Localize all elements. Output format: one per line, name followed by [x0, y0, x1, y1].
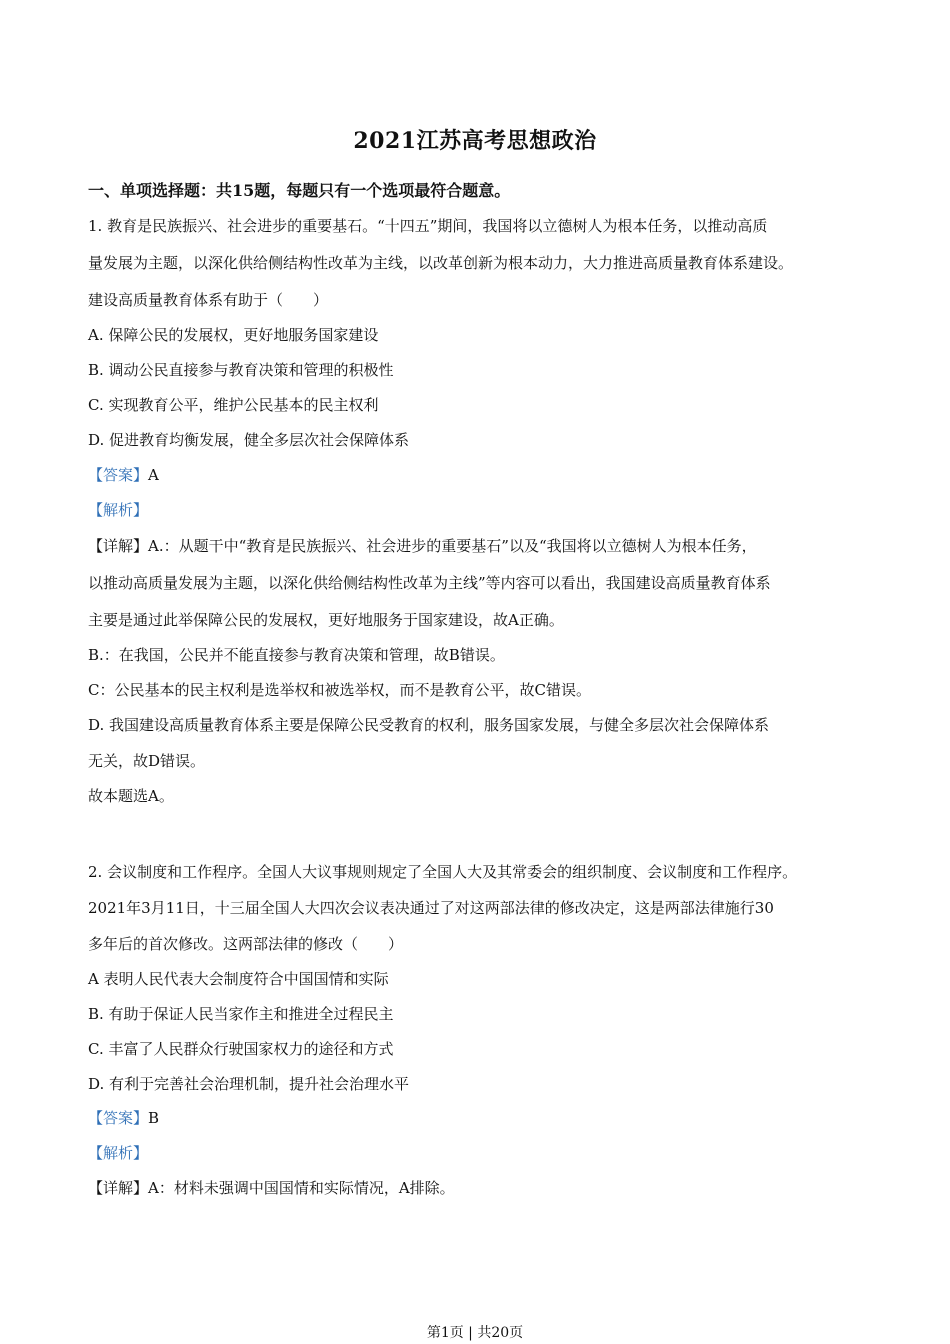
- detail-tag: 【详解】: [88, 537, 149, 555]
- q1-stem-line-3: 建设高质量教育体系有助于（ ）: [88, 291, 329, 309]
- q1-stem-line-2: 量发展为主题，以深化供给侧结构性改革为主线，以改革创新为根本动力，大力推进高质量教育体系建设。: [88, 254, 794, 272]
- q1-detail-line-6: D. 我国建设高质量教育体系主要是保障公民受教育的权利，服务国家发展，与健全多层次社会保障体系: [88, 716, 770, 734]
- document-title: 2021江苏高考思想政治: [353, 128, 597, 154]
- section-heading: 一、单项选择题：共15题，每题只有一个选项最符合题意。: [88, 181, 511, 200]
- q1-detail-line-5: C：公民基本的民主权利是选举权和被选举权，而不是教育公平，故C错误。: [88, 681, 591, 699]
- answer-tag: 【答案】: [88, 466, 149, 484]
- answer-tag: 【答案】: [88, 1109, 149, 1127]
- q1-stem-line-1: 1. 教育是民族振兴、社会进步的重要基石。“十四五”期间，我国将以立德树人为根本任务，以推动高质: [88, 217, 768, 235]
- q2-analysis-line: [88, 1143, 148, 1163]
- q1-detail-line-4: B.：在我国，公民并不能直接参与教育决策和管理，故B错误。: [88, 646, 505, 664]
- q2-option-a: A 表明人民代表大会制度符合中国国情和实际: [88, 970, 389, 988]
- q2-option-b: B. 有助于保证人民当家作主和推进全过程民主: [88, 1005, 394, 1023]
- analysis-tag: 【解析】: [88, 1144, 149, 1162]
- page-footer: 第1页 | 共20页: [426, 1325, 524, 1341]
- q1-detail-line-7: 无关，故D错误。: [88, 752, 206, 770]
- q2-detail-line-1: [88, 1178, 455, 1198]
- q1-answer-line: [88, 465, 159, 485]
- q2-stem-line-2: 2021年3月11日，十三届全国人大四次会议表决通过了对这两部法律的修改决定，这是两部法律施行30: [88, 899, 774, 917]
- q1-option-c: C. 实现教育公平，维护公民基本的民主权利: [88, 396, 379, 414]
- q1-detail-line-2: 以推动高质量发展为主题，以深化供给侧结构性改革为主线”等内容可以看出，我国建设高质量教育体系: [88, 574, 771, 592]
- analysis-tag: 【解析】: [88, 501, 149, 519]
- q2-stem-line-3: 多年后的首次修改。这两部法律的修改（ ）: [88, 935, 404, 953]
- q2-option-d: D. 有利于完善社会治理机制，提升社会治理水平: [88, 1075, 410, 1093]
- q1-analysis-line: [88, 500, 148, 520]
- q2-answer-line: [88, 1108, 159, 1128]
- q2-option-c: C. 丰富了人民群众行驶国家权力的途径和方式: [88, 1040, 394, 1058]
- q2-stem-line-1: 2. 会议制度和工作程序。全国人大议事规则规定了全国人大及其常委会的组织制度、会议制度和工作程序。: [88, 863, 798, 881]
- answer-value: B: [148, 1109, 160, 1127]
- answer-value: A: [148, 466, 159, 484]
- q1-option-a: A. 保障公民的发展权，更好地服务国家建设: [88, 326, 379, 344]
- q1-option-b: B. 调动公民直接参与教育决策和管理的积极性: [88, 361, 394, 379]
- q1-option-d: D. 促进教育均衡发展，健全多层次社会保障体系: [88, 431, 410, 449]
- q1-conclusion: 故本题选A。: [88, 787, 174, 805]
- detail-text: A：材料未强调中国国情和实际情况，A排除。: [148, 1179, 455, 1197]
- q1-detail-line-3: 主要是通过此举保障公民的发展权，更好地服务于国家建设，故A正确。: [88, 611, 564, 629]
- detail-text: A.：从题干中“教育是民族振兴、社会进步的重要基石”以及“我国将以立德树人为根本任务，: [148, 537, 757, 555]
- detail-tag: 【详解】: [88, 1179, 149, 1197]
- q1-detail-line-1: [88, 536, 757, 556]
